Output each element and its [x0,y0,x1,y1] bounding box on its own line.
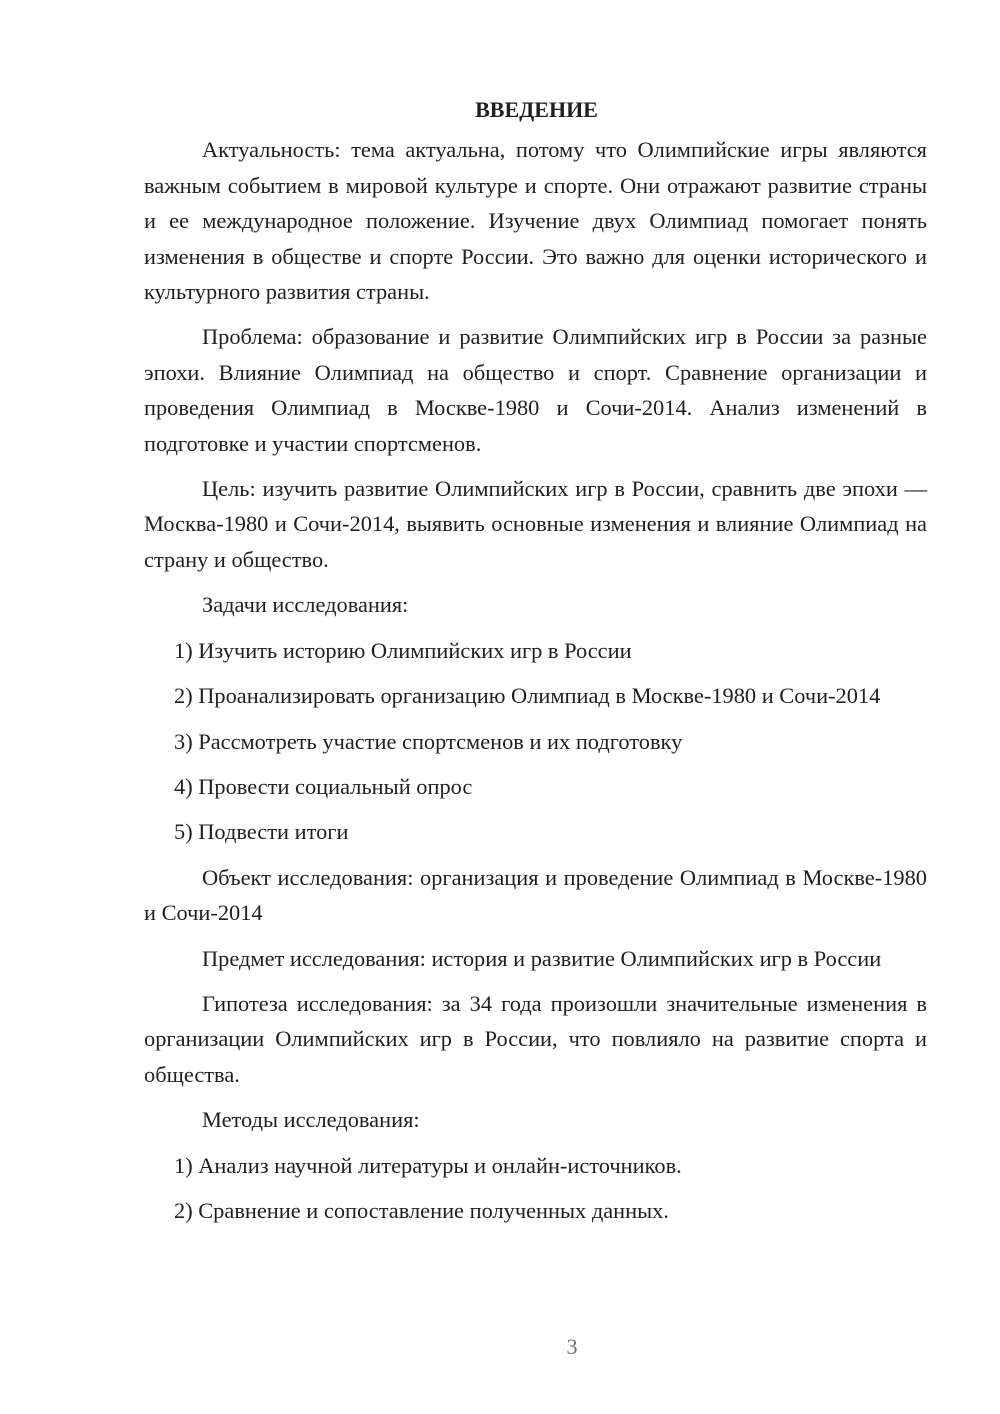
problem-paragraph: Проблема: образование и развитие Олимпийских игр в России за разные эпохи. Влияние Олимпиад на общество и спорт. Сравнение организации и проведения Олимпиад в Москве-1980 и Сочи-2014. Анализ изменений в подготовке и участии спортсменов. [144,324,927,456]
page-content [144,92,927,1238]
tasks-title: Задачи исследования: [202,592,409,618]
task-item: 1) Изучить историю Олимпийских игр в России [174,637,632,663]
hypothesis-paragraph: Гипотеза исследования: за 34 года произошли значительные изменения в организации Олимпийских игр в России, что повлияло на развитие спорта и общества. [144,990,927,1087]
task-item: 3) Рассмотреть участие спортсменов и их подготовку [174,728,683,754]
method-item: 2) Сравнение и сопоставление полученных данных. [174,1197,669,1223]
method-item: 1) Анализ научной литературы и онлайн-источников. [174,1152,682,1178]
section-heading: ВВЕДЕНИЕ [475,97,598,122]
task-item: 5) Подвести итоги [174,819,349,845]
task-item: 2) Проанализировать организацию Олимпиад в Москве-1980 и Сочи-2014 [174,683,881,709]
object-paragraph: Объект исследования: организация и проведение Олимпиад в Москве-1980 и Сочи-2014 [144,864,927,926]
methods-title: Методы исследования: [202,1107,420,1133]
goal-paragraph: Цель: изучить развитие Олимпийских игр в России, сравнить две эпохи — Москва-1980 и Сочи-2014, выявить основные изменения и влияние Олимпиад на страну и общество. [144,476,927,572]
page-number: 3 [566,1334,578,1359]
relevance-paragraph: Актуальность: тема актуальна, потому что Олимпийские игры являются важным событием в мировой культуре и спорте. Они отражают развитие страны и ее международное положение. Изучение двух Олимпиад помогает понять изменения в обществе и спорте России. Это важно для оценки исторического и культурного развития страны. [144,137,927,305]
subject-paragraph: Предмет исследования: история и развитие Олимпийских игр в России [202,945,882,971]
task-item: 4) Провести социальный опрос [174,773,473,799]
